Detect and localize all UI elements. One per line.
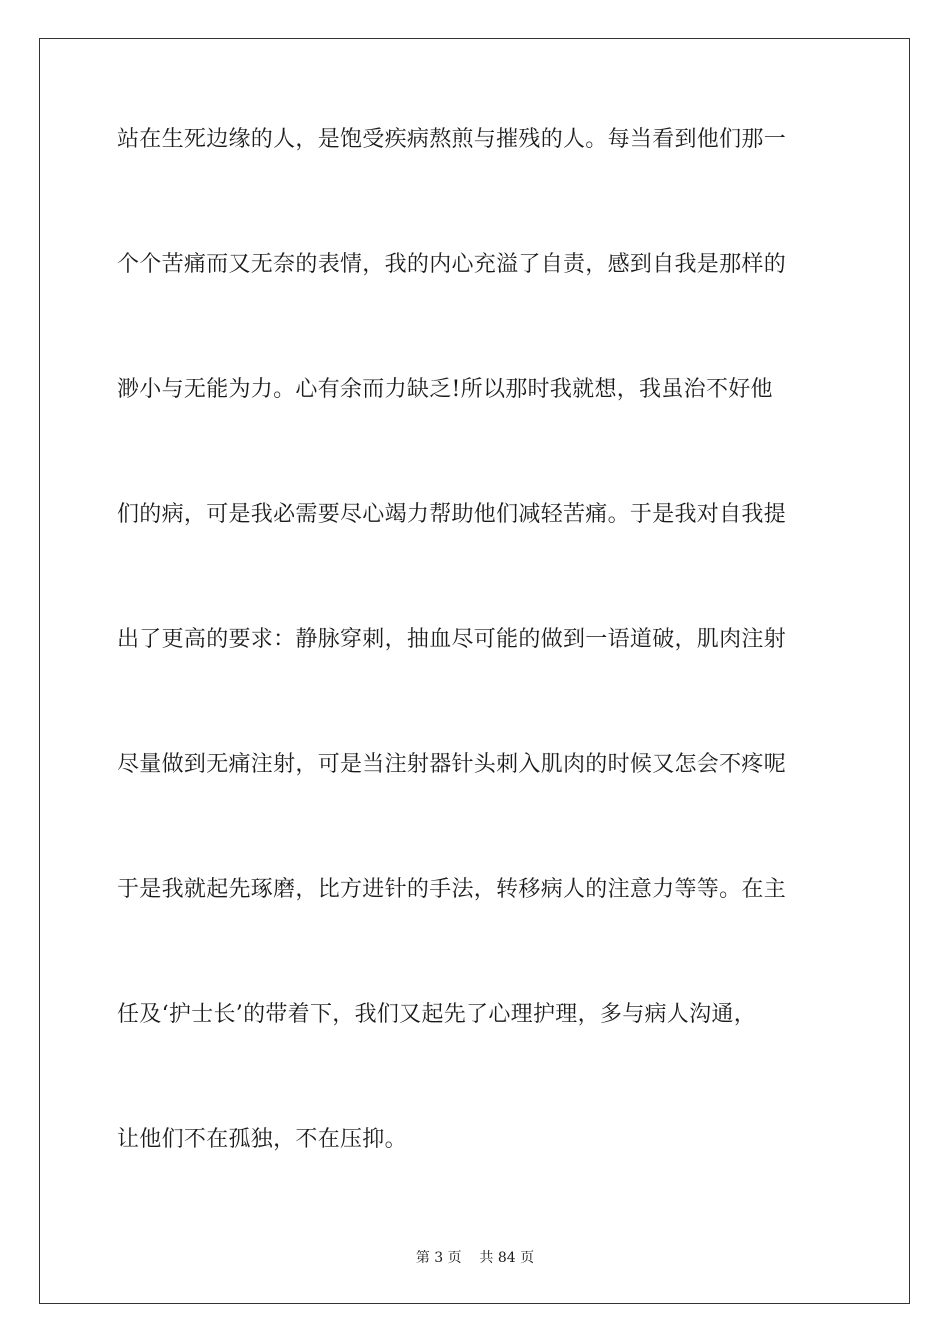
document-body xyxy=(117,124,837,1249)
paragraph-line: 任及‘护士长’的带着下，我们又起先了心理护理，多与病人沟通， xyxy=(117,1002,756,1027)
paragraph-line: 站在生死边缘的人，是饱受疾病熬煎与摧残的人。每当看到他们那一 xyxy=(117,127,787,152)
paragraph-line: 出了更高的要求：静脉穿刺，抽血尽可能的做到一语道破，肌肉注射 xyxy=(117,627,787,652)
paragraph-line: 让他们不在孤独，不在压抑。 xyxy=(117,1127,407,1152)
paragraph-line: 于是我就起先琢磨，比方进针的手法，转移病人的注意力等等。在主 xyxy=(117,877,787,902)
paragraph-line: 尽量做到无痛注射，可是当注射器针头刺入肌肉的时候又怎会不疼呢 xyxy=(117,752,787,777)
paragraph-line: 个个苦痛而又无奈的表情，我的内心充溢了自责，感到自我是那样的 xyxy=(117,252,787,277)
paragraph-line: 渺小与无能为力。心有余而力缺乏!所以那时我就想，我虽治不好他 xyxy=(117,377,773,402)
paragraph-line: 们的病，可是我必需要尽心竭力帮助他们减轻苦痛。于是我对自我提 xyxy=(117,502,787,527)
page-number-footer: 第 3 页 共 84 页 xyxy=(415,1250,535,1266)
